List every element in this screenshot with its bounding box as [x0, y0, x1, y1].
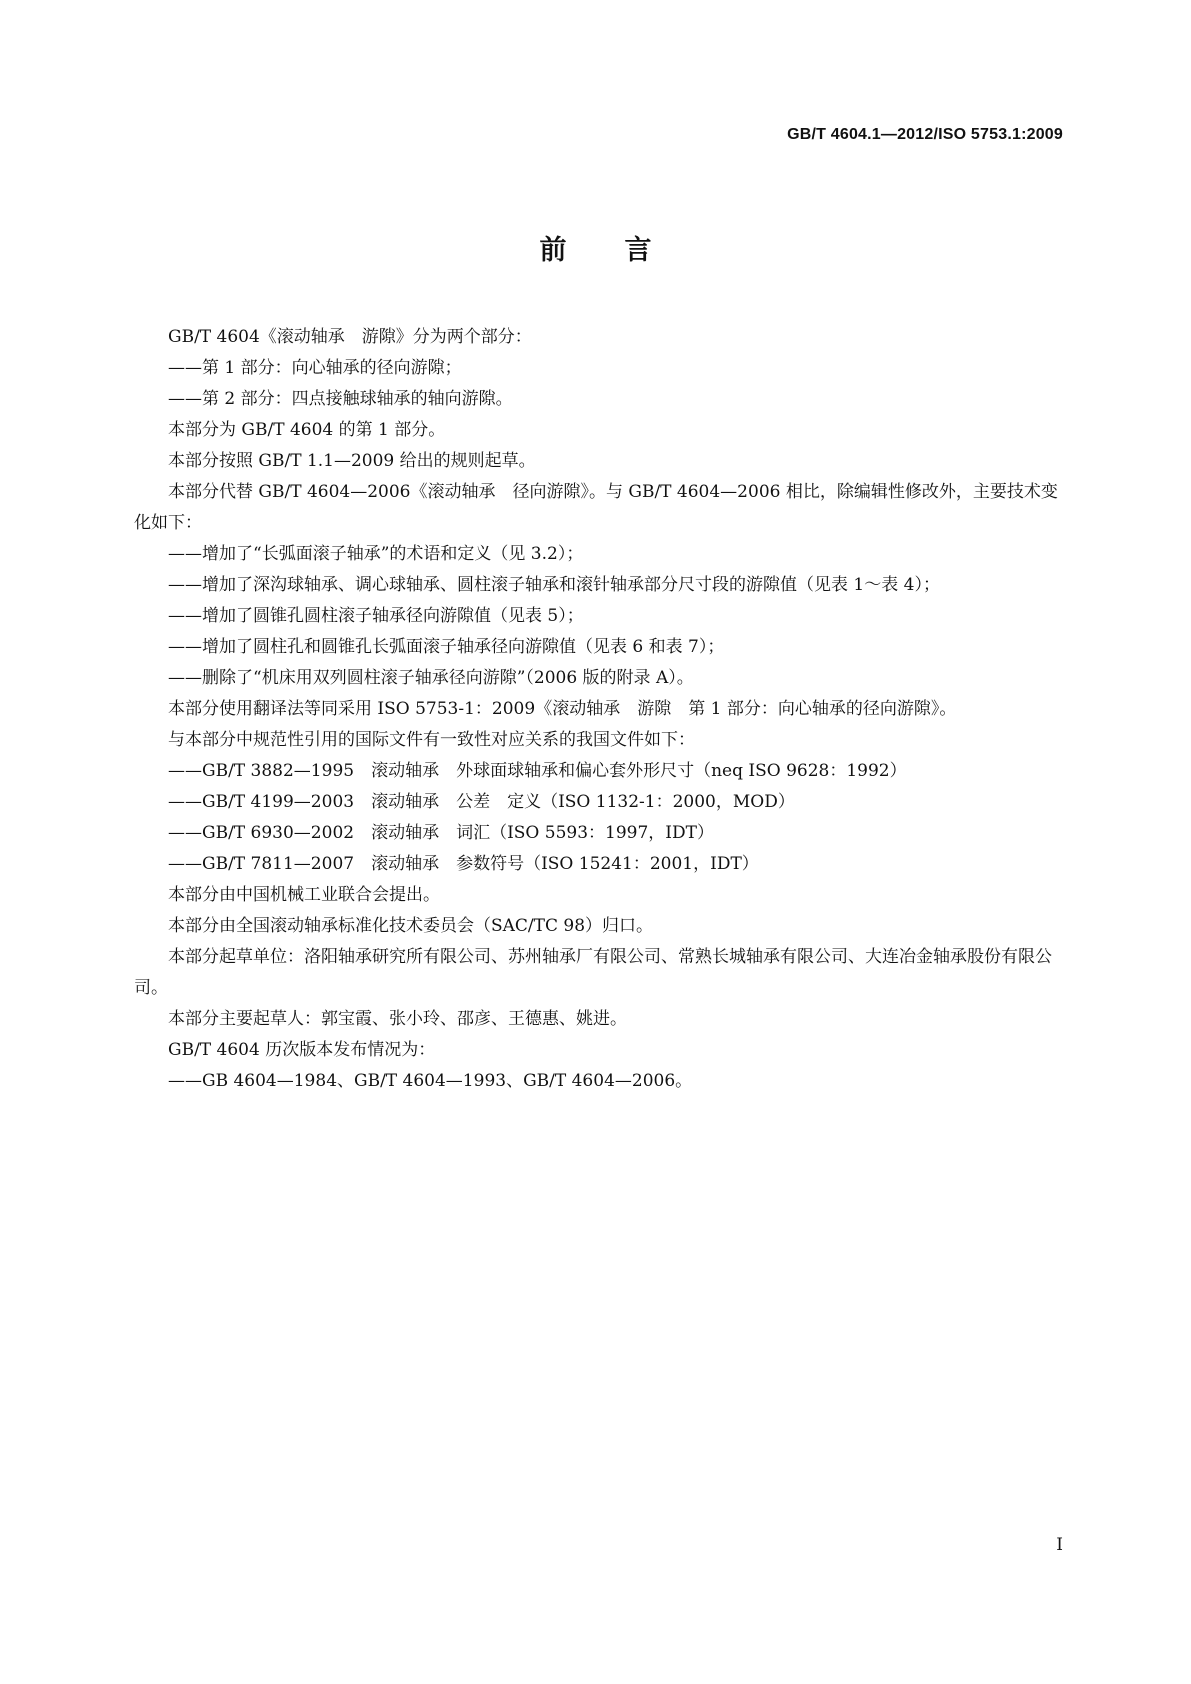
list-item: ——增加了深沟球轴承、调心球轴承、圆柱滚子轴承和滚针轴承部分尺寸段的游隙值（见表 1～表 4）；: [168, 575, 940, 595]
list-item: ——增加了圆柱孔和圆锥孔长弧面滚子轴承径向游隙值（见表 6 和表 7）；: [168, 637, 725, 657]
list-item: ——第 1 部分：向心轴承的径向游隙；: [168, 358, 462, 378]
paragraph: GB/T 4604《滚动轴承 游隙》分为两个部分：: [168, 327, 532, 347]
paragraph: 本部分由全国滚动轴承标准化技术委员会（SAC/TC 98）归口。: [168, 916, 654, 936]
paragraph: 本部分为 GB/T 4604 的第 1 部分。: [168, 420, 446, 440]
list-item: ——删除了“机床用双列圆柱滚子轴承径向游隙”（2006 版的附录 A）。: [168, 668, 694, 688]
page-number: I: [1056, 1535, 1063, 1555]
list-item: ——GB/T 6930—2002 滚动轴承 词汇（ISO 5593：1997，IDT）: [168, 823, 714, 843]
list-item: ——增加了圆锥孔圆柱滚子轴承径向游隙值（见表 5）；: [168, 606, 584, 626]
paragraph: 本部分代替 GB/T 4604—2006《滚动轴承 径向游隙》。与 GB/T 4604—2006 相比，除编辑性修改外，主要技术变化如下：: [134, 482, 1058, 533]
list-item: ——GB/T 7811—2007 滚动轴承 参数符号（ISO 15241：2001，IDT）: [168, 854, 759, 874]
paragraph: 与本部分中规范性引用的国际文件有一致性对应关系的我国文件如下：: [168, 730, 695, 750]
list-item: ——GB/T 3882—1995 滚动轴承 外球面球轴承和偏心套外形尺寸（neq ISO 9628：1992）: [168, 761, 907, 781]
list-item: ——增加了“长弧面滚子轴承”的术语和定义（见 3.2）；: [168, 544, 584, 564]
standard-code-header: GB/T 4604.1—2012/ISO 5753.1:2009: [787, 126, 1063, 143]
preface-body: [134, 322, 1061, 1097]
paragraph: 本部分使用翻译法等同采用 ISO 5753-1：2009《滚动轴承 游隙 第 1 部分：向心轴承的径向游隙》。: [168, 699, 957, 719]
paragraph: 本部分起草单位：洛阳轴承研究所有限公司、苏州轴承厂有限公司、常熟长城轴承有限公司、大连冶金轴承股份有限公司。: [134, 947, 1052, 998]
paragraph: 本部分主要起草人：郭宝霞、张小玲、邵彦、王德惠、姚进。: [168, 1009, 627, 1029]
paragraph: 本部分按照 GB/T 1.1—2009 给出的规则起草。: [168, 451, 536, 471]
list-item: ——GB 4604—1984、GB/T 4604—1993、GB/T 4604—2006。: [168, 1071, 693, 1091]
page-title: 前言: [539, 235, 710, 266]
paragraph: 本部分由中国机械工业联合会提出。: [168, 885, 440, 905]
paragraph: GB/T 4604 历次版本发布情况为：: [168, 1040, 436, 1060]
list-item: ——GB/T 4199—2003 滚动轴承 公差 定义（ISO 1132-1：2000，MOD）: [168, 792, 795, 812]
list-item: ——第 2 部分：四点接触球轴承的轴向游隙。: [168, 389, 513, 409]
